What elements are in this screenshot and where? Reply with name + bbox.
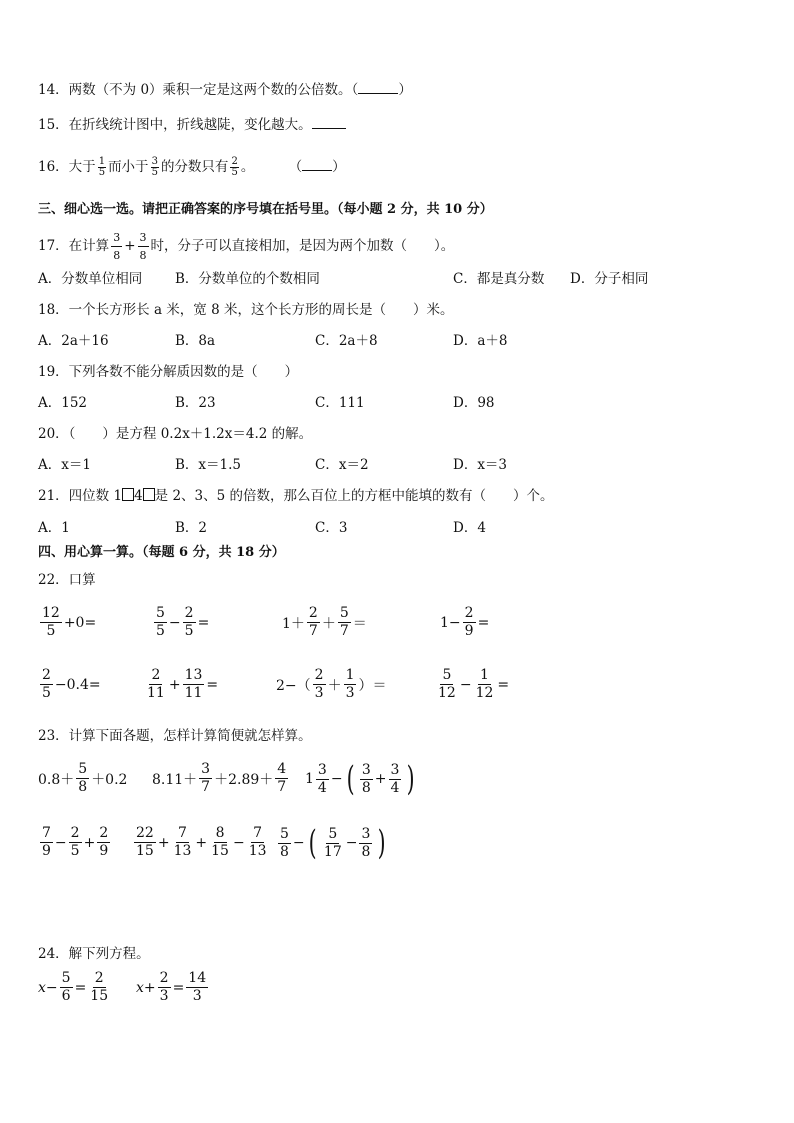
- answer-blank[interactable]: [358, 81, 398, 94]
- option-b[interactable]: B．23: [175, 395, 216, 411]
- denominator: 7: [339, 623, 349, 639]
- oral-calc-1: [38, 606, 96, 639]
- numerator: 3: [138, 230, 149, 247]
- denominator: 7: [277, 779, 287, 795]
- numerator: 2: [70, 825, 80, 841]
- fraction: [474, 668, 496, 701]
- operator: ＋: [327, 677, 342, 694]
- operator: −: [232, 834, 245, 851]
- text: 1＋: [282, 615, 305, 632]
- operator: +: [195, 834, 208, 851]
- fraction: [247, 826, 269, 859]
- question-15: [38, 115, 346, 135]
- option-c[interactable]: C．2a＋8: [315, 333, 378, 349]
- option-b[interactable]: B．分数单位的个数相同: [175, 271, 320, 287]
- option-a[interactable]: A．2a＋16: [38, 333, 109, 349]
- denominator: 3: [345, 685, 355, 701]
- variable: x: [136, 979, 144, 996]
- fraction: [307, 606, 320, 639]
- denominator: 3: [192, 988, 202, 1004]
- operator: ＝: [352, 615, 367, 632]
- text: 而小于: [108, 159, 149, 175]
- numerator: 2: [308, 605, 318, 621]
- right-paren: ): [407, 759, 416, 799]
- numerator: 2: [464, 605, 474, 621]
- operator: −: [54, 834, 67, 851]
- denominator: 11: [184, 685, 203, 701]
- equation-2: [136, 971, 210, 1004]
- operator: −: [345, 835, 358, 851]
- text: +0=: [63, 614, 97, 631]
- oral-calc-7: [276, 668, 386, 701]
- text: ＋2.89＋: [214, 771, 274, 788]
- question-21: [38, 486, 554, 506]
- option-b[interactable]: B．8a: [175, 333, 216, 349]
- operator: =: [497, 676, 510, 693]
- numerator: 1: [480, 667, 489, 683]
- fraction: [158, 971, 171, 1004]
- denominator: 11: [147, 685, 165, 701]
- paren: ）: [332, 159, 346, 175]
- question-18: 18．一个长方形长 a 米，宽 8 米，这个长方形的周长是（ ）米。: [38, 302, 454, 318]
- numerator: 4: [277, 761, 287, 777]
- fraction: [278, 827, 291, 860]
- denominator: 8: [113, 249, 121, 262]
- numerator: 7: [253, 825, 263, 841]
- operator: =: [172, 979, 185, 996]
- option-a[interactable]: A．分数单位相同: [38, 271, 143, 287]
- oral-calc-5: [38, 668, 101, 701]
- question-14-text: 14．两数（不为 0）乘积一定是这两个数的公倍数。（: [38, 82, 359, 98]
- question-14: [38, 80, 412, 100]
- calc-2: [152, 762, 290, 795]
- answer-blank[interactable]: [302, 158, 332, 171]
- question-22-title: 22．口算: [38, 572, 96, 588]
- numerator: 5: [156, 605, 165, 621]
- text: 是 2、3、5 的倍数，那么百位上的方框中能填的数有（ ）个。: [154, 488, 554, 504]
- operator: +: [143, 979, 156, 996]
- fraction: [134, 826, 156, 859]
- option-d[interactable]: D．4: [453, 520, 486, 536]
- numerator: 1: [98, 156, 106, 167]
- paren: （: [288, 159, 303, 175]
- fraction: [138, 230, 149, 263]
- fraction: [186, 971, 208, 1004]
- option-d[interactable]: D．98: [453, 395, 495, 411]
- denominator: 8: [139, 249, 147, 262]
- option-c[interactable]: C．x＝2: [315, 457, 369, 473]
- oral-calc-3: [282, 606, 367, 639]
- calc-1: [38, 762, 127, 795]
- operator: =: [74, 979, 87, 996]
- denominator: 5: [231, 167, 238, 178]
- option-a[interactable]: A．152: [38, 395, 88, 411]
- digit-box: [122, 488, 134, 501]
- operator: ＋: [321, 615, 336, 632]
- fraction: [145, 668, 167, 701]
- numerator: 5: [61, 970, 71, 986]
- fraction: [183, 668, 205, 701]
- fraction: [463, 606, 476, 639]
- option-d[interactable]: D．x＝3: [453, 457, 508, 473]
- numerator: 2: [314, 667, 324, 683]
- fraction: [60, 971, 73, 1004]
- fraction: [172, 826, 194, 859]
- fraction: [436, 668, 458, 701]
- question-23-title: 23．计算下面各题，怎样计算简便就怎样算。: [38, 728, 312, 744]
- numerator: 2: [42, 667, 51, 683]
- fraction: [338, 606, 351, 639]
- numerator: 2: [151, 667, 161, 683]
- denominator: 13: [248, 843, 267, 859]
- section-4-heading: 四、用心算一算。（每题 6 分，共 18 分）: [38, 545, 285, 560]
- operator: −: [330, 771, 343, 787]
- fraction: [40, 606, 62, 639]
- operator: +: [83, 834, 96, 851]
- digit-box: [143, 488, 155, 501]
- denominator: 5: [156, 623, 165, 639]
- text: 。: [240, 159, 255, 175]
- numerator: 2: [94, 970, 104, 986]
- text: ）＝: [358, 677, 387, 694]
- text: 17．在计算: [38, 238, 110, 254]
- fraction: [88, 971, 110, 1004]
- numerator: 5: [339, 605, 349, 621]
- fraction: [313, 668, 326, 701]
- text: 0.8＋: [38, 771, 75, 788]
- fraction: [344, 668, 357, 701]
- option-d[interactable]: D．a＋8: [453, 333, 508, 349]
- option-c[interactable]: C．111: [315, 395, 365, 411]
- fraction: [199, 762, 212, 795]
- denominator: 12: [438, 685, 456, 701]
- text: −0.4=: [54, 676, 101, 693]
- fraction: [359, 827, 372, 860]
- text: 时，分子可以直接相加，是因为两个加数（ ）。: [150, 238, 455, 254]
- denominator: 13: [173, 843, 192, 859]
- denominator: 5: [46, 623, 56, 639]
- numerator: 3: [111, 230, 122, 247]
- denominator: 9: [99, 843, 109, 859]
- operator: =: [206, 676, 219, 693]
- option-b[interactable]: B．2: [175, 520, 208, 536]
- numerator: 22: [136, 825, 154, 841]
- numerator: 12: [42, 605, 60, 621]
- option-d[interactable]: D．分子相同: [570, 271, 649, 287]
- question-17: [38, 230, 454, 263]
- fraction: [154, 606, 167, 639]
- text: 1−: [440, 614, 461, 631]
- text: 21．四位数 1: [38, 488, 123, 504]
- denominator: 5: [184, 623, 194, 639]
- operator: +: [157, 834, 170, 851]
- numerator: 13: [184, 667, 203, 683]
- left-paren: (: [308, 823, 317, 863]
- fraction: [40, 668, 53, 701]
- numerator: 7: [178, 825, 187, 841]
- numerator: 2: [159, 970, 169, 986]
- operator: −: [459, 676, 472, 693]
- oral-calc-6: [143, 668, 218, 701]
- fraction: [209, 826, 231, 859]
- option-c[interactable]: C．3: [315, 520, 348, 536]
- numerator: 5: [280, 825, 289, 842]
- denominator: 15: [90, 988, 109, 1004]
- section-3-heading: 三、细心选一选。请把正确答案的序号填在括号里。（每小题 2 分，共 10 分）: [38, 202, 493, 217]
- fraction: [76, 762, 89, 795]
- denominator: 3: [314, 685, 324, 701]
- fraction: [389, 763, 402, 796]
- numerator: 8: [215, 825, 225, 841]
- numerator: 2: [184, 605, 194, 621]
- numerator: 2: [231, 156, 238, 167]
- option-c[interactable]: C．都是真分数: [453, 271, 545, 287]
- fraction: [97, 826, 110, 859]
- denominator: 15: [211, 843, 229, 859]
- denominator: 3: [159, 988, 169, 1004]
- denominator: 8: [361, 843, 371, 860]
- fraction: [69, 826, 82, 859]
- fraction: [316, 763, 329, 796]
- text: ＋0.2: [91, 771, 128, 788]
- numerator: 1: [345, 667, 355, 683]
- operator: =: [477, 614, 490, 631]
- text: 2−（: [276, 677, 311, 694]
- denominator: 8: [280, 843, 289, 860]
- fraction: [98, 157, 106, 178]
- operator: +: [374, 771, 387, 787]
- fraction: [183, 606, 196, 639]
- numerator: 14: [188, 970, 207, 986]
- fraction: [230, 157, 238, 178]
- fraction: [360, 763, 373, 796]
- option-b[interactable]: B．x＝1.5: [175, 457, 242, 473]
- left-paren: (: [346, 759, 355, 799]
- denominator: 4: [390, 779, 400, 796]
- denominator: 17: [323, 843, 342, 860]
- text: 1: [305, 771, 314, 787]
- numerator: 7: [42, 825, 51, 841]
- question-19: 19．下列各数不能分解质因数的是（ ）: [38, 364, 299, 380]
- operator: +: [124, 238, 136, 254]
- denominator: 15: [136, 843, 154, 859]
- denominator: 9: [42, 843, 51, 859]
- calc-6: [276, 823, 390, 863]
- paren: ）: [398, 82, 412, 98]
- calc-4: [38, 826, 112, 859]
- calc-3: [305, 759, 419, 799]
- option-a[interactable]: A．x＝1: [38, 457, 91, 473]
- fraction: [322, 827, 344, 860]
- question-16: [38, 157, 346, 178]
- oral-calc-4: [440, 606, 489, 639]
- denominator: 7: [308, 623, 318, 639]
- denominator: 7: [201, 779, 211, 795]
- denominator: 5: [151, 167, 158, 178]
- question-15-text: 15．在折线统计图中，折线越陡，变化越大。: [38, 117, 312, 133]
- numerator: 2: [99, 825, 109, 841]
- denominator: 5: [42, 685, 51, 701]
- oral-calc-2: [152, 606, 209, 639]
- fraction: [40, 826, 53, 859]
- denominator: 5: [70, 843, 80, 859]
- text: 8.11＋: [152, 771, 198, 788]
- operator: −: [45, 979, 58, 996]
- oral-calc-8: [434, 668, 509, 701]
- numerator: 3: [361, 825, 371, 842]
- text: 4: [134, 488, 143, 504]
- denominator: 9: [464, 623, 474, 639]
- denominator: 8: [78, 779, 88, 795]
- fraction: [275, 762, 288, 795]
- denominator: 6: [61, 988, 71, 1004]
- denominator: 5: [98, 167, 106, 178]
- numerator: 3: [151, 156, 158, 167]
- calc-5: [132, 826, 271, 859]
- question-24-title: 24．解下列方程。: [38, 946, 150, 962]
- answer-blank[interactable]: [312, 116, 346, 129]
- denominator: 8: [361, 779, 371, 796]
- text: 的分数只有: [160, 159, 229, 175]
- fraction: [151, 157, 159, 178]
- equation-1: [38, 971, 112, 1004]
- right-paren: ): [378, 823, 387, 863]
- numerator: 5: [328, 825, 338, 842]
- operator: =: [197, 614, 210, 631]
- option-a[interactable]: A．1: [38, 520, 70, 536]
- denominator: 4: [317, 779, 327, 796]
- denominator: 12: [475, 685, 494, 701]
- variable: x: [38, 979, 46, 996]
- fraction: [111, 230, 122, 263]
- numerator: 3: [390, 761, 400, 778]
- operator: −: [168, 614, 181, 631]
- operator: −: [292, 835, 305, 851]
- operator: +: [168, 676, 181, 693]
- numerator: 3: [361, 761, 371, 778]
- question-20: 20．（ ）是方程 0.2x＋1.2x＝4.2 的解。: [38, 426, 313, 442]
- numerator: 3: [201, 761, 211, 777]
- numerator: 5: [78, 761, 88, 777]
- text: 16．大于: [38, 159, 96, 175]
- numerator: 5: [442, 667, 452, 683]
- numerator: 3: [317, 761, 327, 778]
